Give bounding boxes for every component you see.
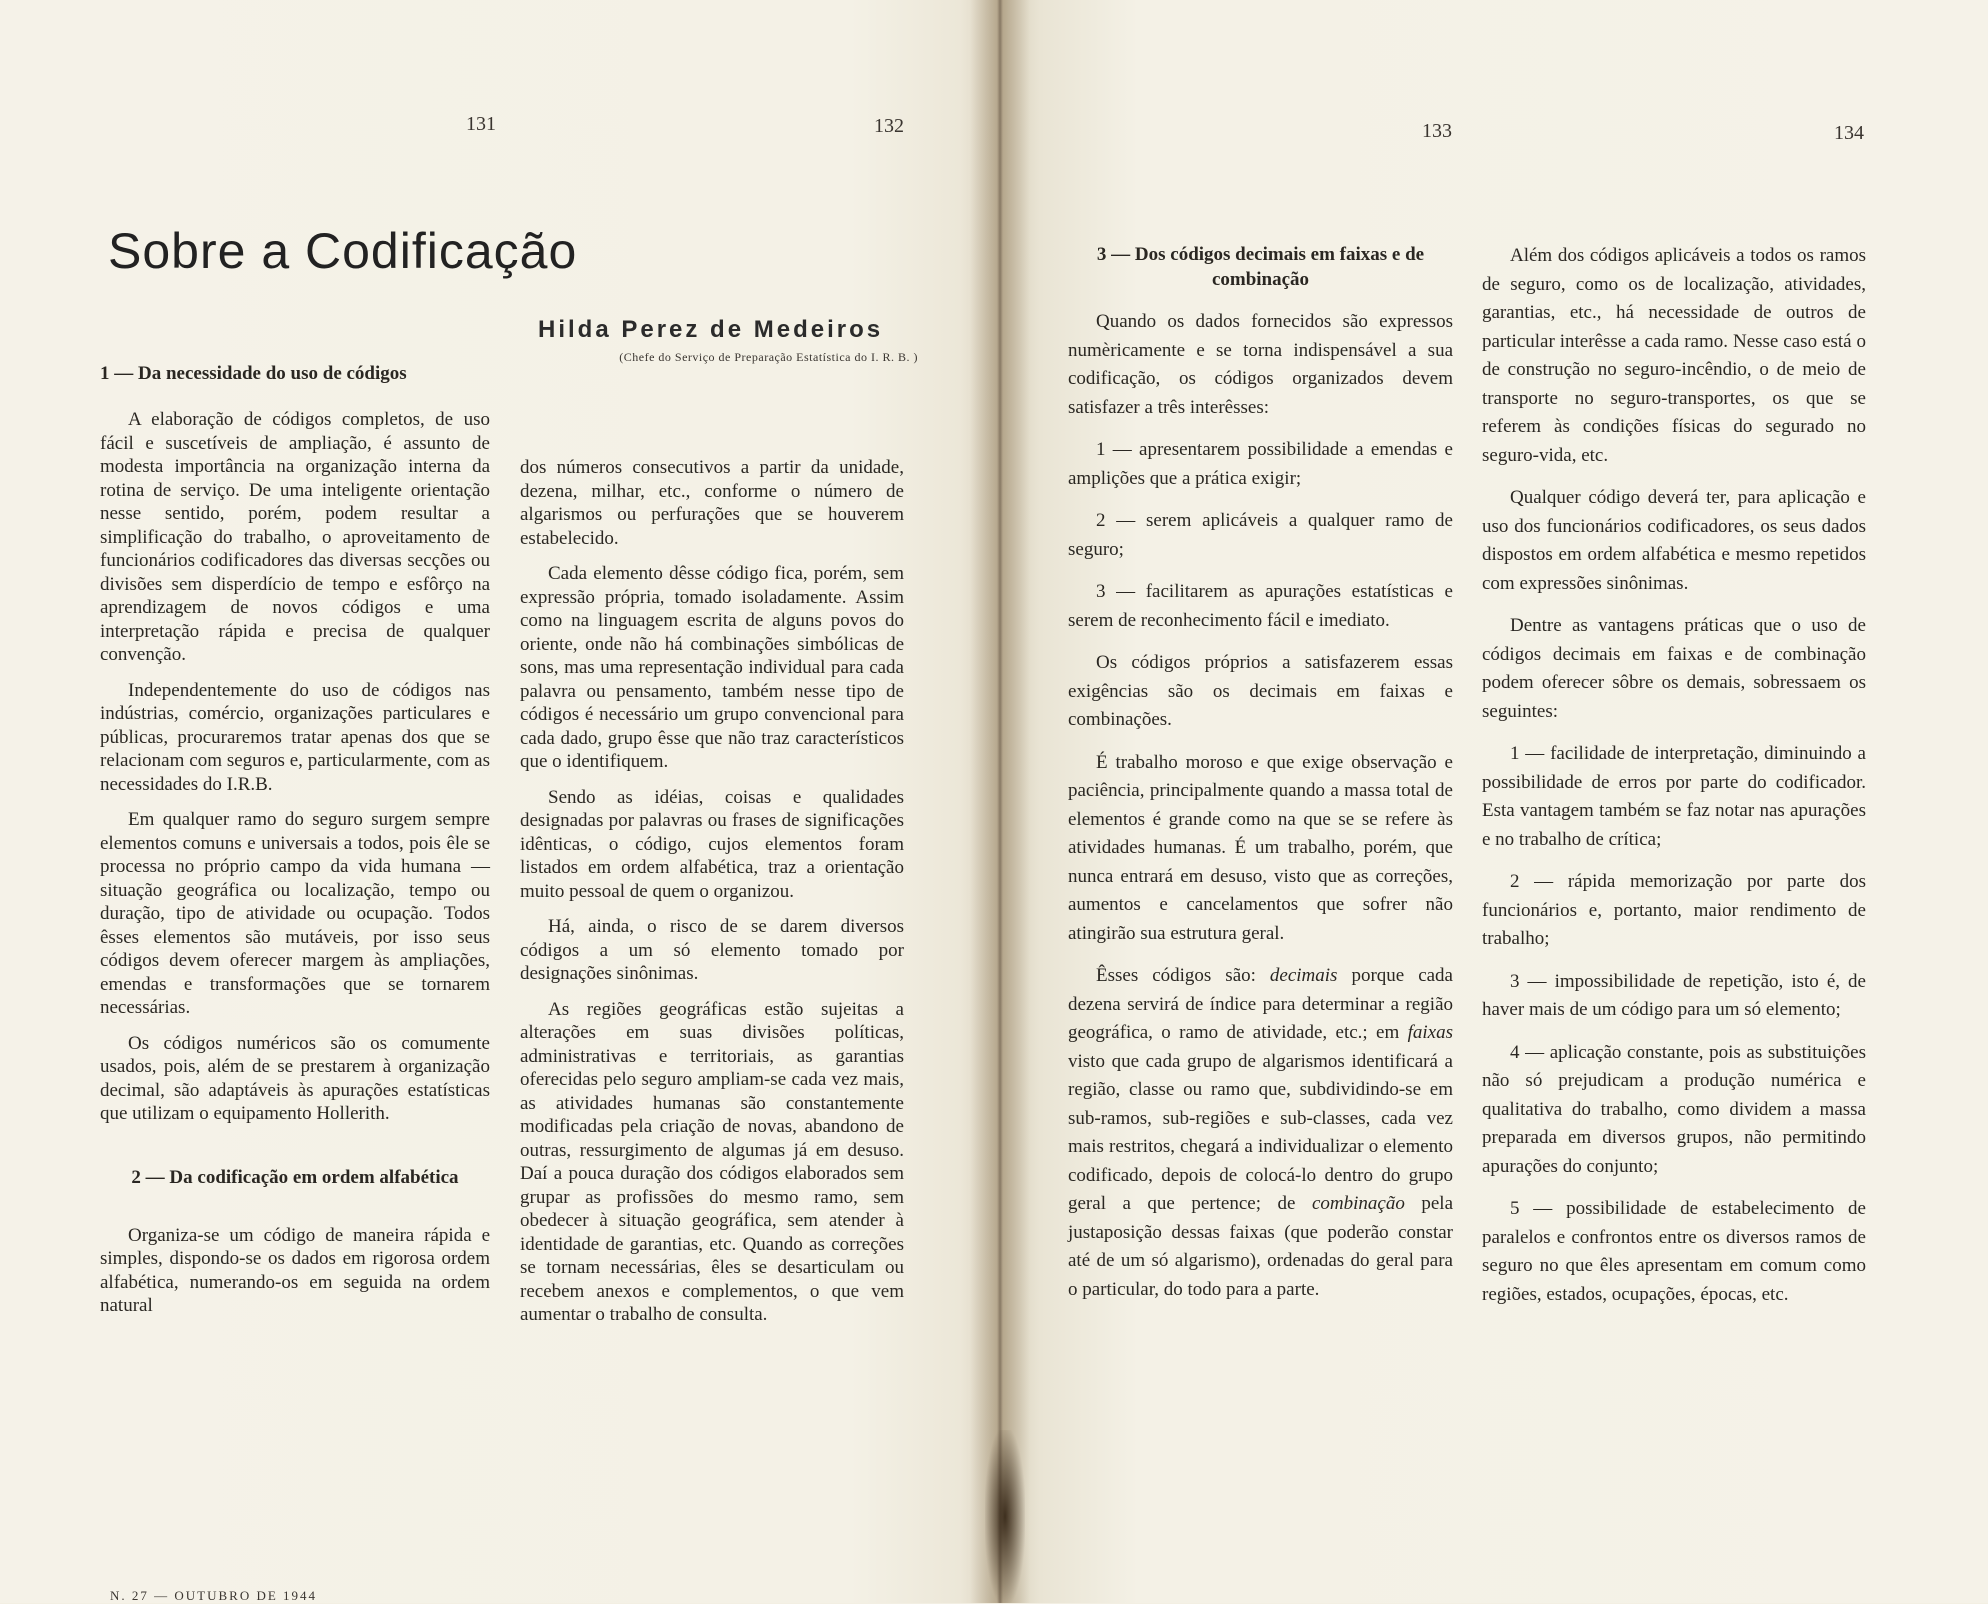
paragraph: É trabalho moroso e que exige observação e paciência, principalmente quando a massa total de elementos é grande como na que se se refere às atividades humanas. É um trabalho, porém, que nunca entrará em desuso, visto que as correções, aumentos e cancelamentos que sofrer não atingirão sua estrutura geral.: [1068, 751, 1453, 944]
section-heading-3: 3 — Dos códigos decimais em faixas e de combinação: [1096, 244, 1425, 290]
paragraph: 1 — apresentarem possibilidade a emendas e amplições que a prática exigir;: [1068, 439, 1453, 489]
paragraph: 5 — possibilidade de estabelecimento de paralelos e confrontos entre os diversos ramos de seguro no que êles apresentam em comum como regiões, estados, ocupações, épocas, etc.: [1482, 1198, 1866, 1305]
paragraph: 3 — facilitarem as apurações estatísticas e serem de reconhecimento fácil e imediato.: [1068, 581, 1453, 631]
text-run: Êsses códigos são:: [1096, 965, 1270, 986]
paragraph: Os códigos próprios a satisfazerem essas exigências são os decimais em faixas e combinações.: [1068, 652, 1453, 730]
emphasis-faixas: faixas: [1407, 1022, 1453, 1043]
page-number-131: 131: [466, 113, 496, 135]
page-footer: N. 27 — OUTUBRO DE 1944: [110, 1588, 318, 1603]
paragraph: As regiões geográficas estão sujeitas a alterações em suas divisões políticas, administrativas e territoriais, as garantias oferecidas pelo seguro ampliam-se cada vez mais, as atividades humanas são constantemente modificadas pela criação de novas, abandono de outras, ressurgimento de algumas já em desuso. Daí a pouca duração dos códigos elaborados sem grupar as profissões do mesmo ramo, sem obedecer à situação geográfica, sem atender à identidade de garantias, etc. Quando as correções se tornam necessárias, êles se desarticulam ou recebem anexos e complementos, o que vem aumentar o trabalho de consulta.: [520, 998, 904, 1325]
paragraph: Organiza-se um código de maneira rápida e simples, dispondo-se os dados em rigorosa ordem alfabética, numerando-os em seguida na ordem natural: [100, 1224, 490, 1316]
emphasis-combinacao: combinação: [1311, 1193, 1405, 1214]
section-heading-2: 2 — Da codificação em ordem alfabética: [131, 1166, 459, 1188]
gutter-shadow: [985, 1430, 1025, 1603]
emphasis-decimais: decimais: [1269, 965, 1338, 986]
paragraph: Independentemente do uso de códigos nas indústrias, comércio, organizações particulares e públicas, procuraremos tratar apenas dos que se relacionam com seguros e, particularmente, com as necessidades do I.R.B.: [100, 679, 490, 795]
paragraph: Dentre as vantagens práticas que o uso de códigos decimais em faixas e de combinação podem oferecer sôbre os demais, sobressaem os seguintes:: [1482, 615, 1866, 722]
paragraph: 4 — aplicação constante, pois as substituições não só prejudicam a produção numérica e qualitativa do trabalho, como dividem a massa preparada em diversos grupos, não permitindo apurações do conjunto;: [1482, 1041, 1866, 1177]
paragraph: Em qualquer ramo do seguro surgem sempre elementos comuns e universais a todos, pois êle se processa no próprio campo da vida humana — situação geográfica ou localização, tempo ou duração, tipo de atividade ou ocupação. Todos êsses elementos são mutáveis, por isso seus códigos devem oferecer margem às ampliações, emendas e transformações que se tornarem necessárias.: [100, 809, 490, 1018]
text-run: porque cada dezena servirá de índice para determinar a região geográfica, o ramo de atividade, etc.; em: [1068, 965, 1453, 1043]
author-name: Hilda Perez de Medeiros: [538, 316, 884, 343]
paragraph: Qualquer código deverá ter, para aplicação e uso dos funcionários codificadores, os seus dados dispostos em ordem alfabética e mesmo repetidos com expressões sinônimas.: [1482, 487, 1866, 594]
paragraph: Os códigos numéricos são os comumente usados, pois, além de se prestarem à organização decimal, são adaptáveis às apurações estatísticas que utilizam o equipamento Hollerith.: [100, 1032, 490, 1124]
author-affiliation: (Chefe do Serviço de Preparação Estatística do I. R. B. ): [619, 350, 918, 364]
paragraph: Cada elemento dêsse código fica, porém, sem expressão própria, tomado isoladamente. Assim como na linguagem escrita de alguns povos do oriente, onde não há combinações simbólicas de sons, mas uma representação individual para cada palavra ou pensamento, também nesse tipo de códigos é necessário um grupo convencional para cada dado, grupo êsse que não traz característicos que o identifiquem.: [520, 563, 904, 772]
paragraph: Sendo as idéias, coisas e qualidades designadas por palavras ou frases de significações idênticas, o código, cujos elementos foram listados em ordem alfabética, traz a orientação muito pessoal de quem o organizou.: [520, 786, 904, 902]
article-title: Sobre a Codificação: [108, 223, 578, 279]
page-number-133: 133: [1422, 120, 1452, 142]
paragraph: 1 — facilidade de interpretação, diminuindo a possibilidade de erros por parte do codificador. Esta vantagem também se faz notar nas apurações e no trabalho de crítica;: [1482, 743, 1866, 850]
column-1: [100, 362, 490, 1330]
paragraph: [1068, 962, 1453, 1304]
paragraph: 3 — impossibilidade de repetição, isto é, de haver mais de um código para um só elemento;: [1482, 970, 1866, 1020]
column-2: [520, 456, 904, 1339]
page-number-132: 132: [874, 115, 904, 137]
paragraph: Há, ainda, o risco de se darem diversos códigos a um só elemento tomado por designações sinônimas.: [520, 916, 904, 984]
paragraph: Quando os dados fornecidos são expressos numèricamente e se torna indispensável a sua codificação, os códigos organizados devem satisfazer a três interêsses:: [1068, 311, 1453, 418]
column-3: [1068, 242, 1453, 1318]
section-heading-1: 1 — Da necessidade do uso de códigos: [100, 363, 407, 384]
paragraph: 2 — serem aplicáveis a qualquer ramo de seguro;: [1068, 510, 1453, 560]
paragraph: dos números consecutivos a partir da unidade, dezena, milhar, etc., conforme o número de algarismos ou perfurações que se houverem estabelecido.: [520, 457, 904, 549]
paragraph: 2 — rápida memorização por parte dos funcionários e, portanto, maior rendimento de trabalho;: [1482, 871, 1866, 949]
book-gutter: [970, 0, 1030, 1603]
paragraph: Além dos códigos aplicáveis a todos os ramos de seguro, como os de localização, atividades, garantias, etc., há necessidade de outros de particular interêsse a cada ramo. Nesse caso está o de construção no seguro-incêndio, o de meio de transporte no seguro-transportes, os que se referem às condições físicas do segurado no seguro-vida, etc.: [1482, 245, 1866, 466]
text-run: pela justaposição dessas faixas (que poderão constar até de um só algarismo), ordenadas do geral para o particular, do todo para a parte.: [1068, 1193, 1454, 1300]
text-run: visto que cada grupo de algarismos identificará a região, classe ou ramo que, subdividindo-se em sub-ramos, sub-regiões e sub-classes, cada vez mais restritos, chegará a individualizar o elemento codificado, depois de colocá-lo dentro do grupo geral a que pertence; de: [1068, 1050, 1453, 1214]
paragraph: A elaboração de códigos completos, de uso fácil e suscetíveis de ampliação, é assunto de modesta importância na organização interna da rotina de serviço. De uma inteligente orientação nesse sentido, porém, podem resultar a simplificação do trabalho, o aproveitamento de funcionários codificadores das diversas secções ou divisões sem disperdício de tempo e esfôrço na aprendizagem de novos códigos e uma interpretação rápida e precisa de qualquer convenção.: [100, 409, 490, 665]
column-4: [1482, 242, 1866, 1323]
page-number-134: 134: [1834, 122, 1864, 144]
